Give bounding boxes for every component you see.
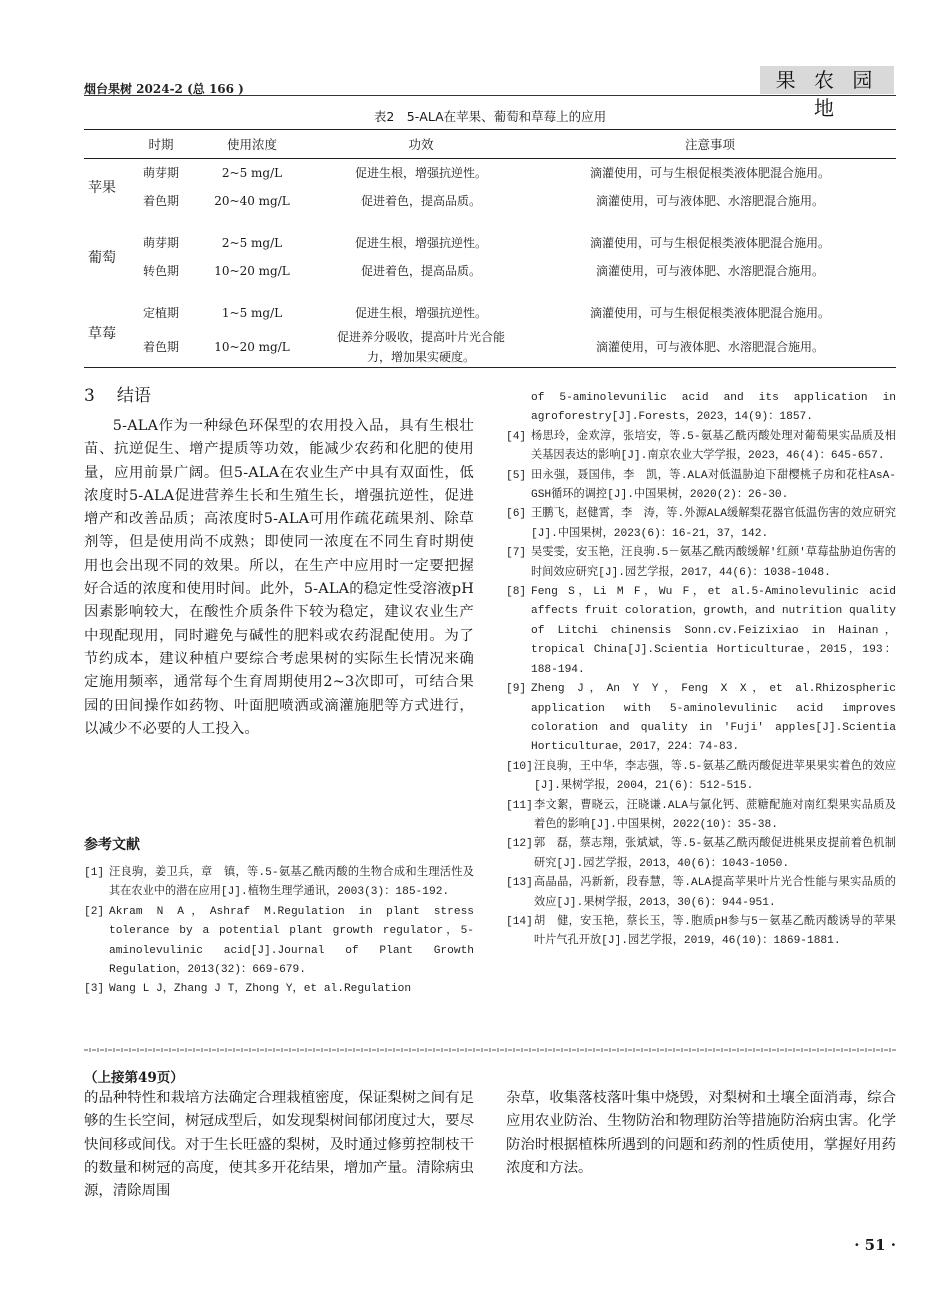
cell-note: 滴灌使用，可与液体肥、水溶肥混合施用。: [595, 339, 824, 354]
table-row: [84, 187, 896, 215]
reference-item: [84, 903, 474, 981]
table-group-grape: [84, 229, 896, 299]
reference-item: [506, 758, 896, 797]
cell-effect: 促进着色，提高品质。: [360, 194, 481, 208]
reference-text: 田永强，聂国伟，李 凯，等.ALA对低温胁迫下甜樱桃子房和花柱AsA-GSH循环的调控[J].中国果树，2020(2)：26-30.: [531, 469, 896, 502]
reference-text: 郭 磊，蔡志翔，张斌斌，等.5-氨基乙酰丙酸促进桃果皮提前着色机制研究[J].园艺学报，2013，40(6)：1043-1050.: [534, 838, 896, 870]
table-header-row: [84, 130, 896, 159]
reference-number: [14]: [506, 915, 533, 928]
cell-effect: 促进生根，增强抗逆性。: [354, 306, 487, 320]
cell-concentration: 10~20 mg/L: [214, 263, 290, 278]
reference-text: 吴雯雯，安玉艳，汪良驹.5－氨基乙酰丙酸缓解'红颜'草莓盐胁迫伤害的时间效应研究[J].园艺学报，2017，44(6)：1038-1048.: [531, 547, 896, 579]
header-rule: [84, 95, 896, 96]
reference-number: [11]: [506, 799, 533, 812]
reference-item: [506, 680, 896, 758]
reference-item: [506, 835, 896, 874]
col-header-effect: 功效: [408, 137, 434, 152]
journal-info: 烟台果树 2024-2 (总 166 ): [84, 82, 244, 96]
reference-number: [10]: [506, 760, 533, 773]
section-heading: [84, 381, 151, 406]
reference-number: [1]: [84, 867, 105, 879]
cell-period: 定植期: [142, 306, 179, 320]
section-title: 结语: [116, 386, 151, 406]
continued-left-text: 的品种特性和栽培方法确定合理栽植密度，保证梨树之间有足够的生长空间，树冠成型后，如发现梨树间郁闭度过大，要尽快间移或间伐。对于生长旺盛的梨树，及时通过修剪控制枝干的数量和树冠的高度，使其多开花结果，增加产量。清除病虫源，清除周围: [84, 1090, 474, 1200]
reference-number: [3]: [84, 983, 105, 996]
fruit-label: 草莓: [88, 325, 116, 342]
section-divider: [84, 1048, 896, 1052]
reference-number: [6]: [506, 508, 527, 521]
reference-number: [4]: [506, 430, 527, 443]
cell-period: 萌芽期: [142, 236, 179, 250]
cell-concentration: 1~5 mg/L: [221, 305, 283, 320]
fruit-label: 葡萄: [88, 249, 116, 266]
reference-text: Feng S，Li M F，Wu F，et al.5-Aminolevulinic acid affects fruit coloration，growth，and nutrition quality of Litchi chinensis Sonn.cv.Feizixiao in Hainan，tropical China[J].Scientia Horticulturae，2015，193：188-194.: [531, 586, 896, 676]
reference-text: 汪良驹，姜卫兵，章 镇，等.5-氨基乙酰丙酸的生物合成和生理活性及其在农业中的潜在应用[J].植物生理学通讯，2003(3)：185-192.: [109, 867, 474, 899]
table-spacer: [84, 285, 896, 299]
reference-text: Wang L J，Zhang J T，Zhong Y，et al.Regulation: [109, 983, 412, 996]
reference-number: [9]: [506, 683, 527, 696]
cell-note: 滴灌使用，可与液体肥、水溶肥混合施用。: [595, 264, 824, 278]
reference-item: [506, 428, 896, 467]
conclusion-paragraph: 5-ALA作为一种绿色环保型的农用投入品，具有生根壮苗、抗逆促生、增产提质等功效，能减少农药和化肥的使用量，应用前景广阔。但5-ALA在农业生产中具有双面性，低浓度时5-ALA促进营养生长和生殖生长，增强抗逆性，促进增产和改善品质；高浓度时5-ALA可用作疏花疏果剂、除草剂等，但是使用尚不成熟；即使同一浓度在不同生育时期使用也会出现不同的效果。所以，在生产中应用时一定要把握好合适的浓度和使用时间。此外，5-ALA的稳定性受溶液pH因素影响较大，在酸性介质条件下较为稳定，建议农业生产中现配现用，同时避免与碱性的肥料或农药混配使用。为了节约成本，建议种植户要综合考虑果树的实际生长情况来确定施用频率，通常每个生育周期使用2~3次即可，可结合果园的田间操作如药物、叶面肥喷洒或滴灌施肥等方式进行，以减少不必要的人工投入。: [84, 418, 474, 737]
fruit-label: 苹果: [88, 179, 116, 196]
cell-concentration: 10~20 mg/L: [214, 339, 290, 354]
continued-right-text: 杂草，收集落枝落叶集中烧毁，对梨树和土壤全面消毒，综合应用农业防治、生物防治和物理防治等措施防治病虫害。化学防治时根据植株所遇到的问题和药剂的性质使用，掌握好用药浓度和方法。: [506, 1090, 896, 1176]
reference-text: of 5-aminolevunilic acid and its application in agroforestry[J].Forests，2023，14(9)：1857.: [531, 392, 896, 424]
reference-item: [84, 980, 474, 999]
continued-heading: （上接第49页）: [84, 1070, 184, 1086]
cell-period: 着色期: [142, 339, 179, 354]
col-header-fruit: [84, 130, 136, 159]
cell-note: 滴灌使用，可与生根促根类液体肥混合施用。: [589, 166, 830, 181]
cell-effect: 促进生根，增强抗逆性。: [354, 166, 487, 181]
reference-item: [506, 505, 896, 544]
reference-text: 李文絮，曹晓云，汪晓谦.ALA与氯化钙、蔗糖配施对南红梨果实品质及着色的影响[J].中国果树，2022(10)：35-38.: [534, 799, 896, 831]
application-table: [84, 129, 896, 368]
reference-text: Zheng J，An Y Y，Feng X X，et al.Rhizospheric application with 5-aminolevulinic acid improves coloration and quality in 'Fuji' apples[J].Scientia Horticulturae，2017，224：74-83.: [531, 683, 896, 754]
table-row: [84, 299, 896, 327]
references-right-column: [506, 389, 896, 952]
reference-number: [5]: [506, 469, 527, 482]
reference-item: [506, 797, 896, 836]
table-row: [84, 229, 896, 257]
reference-item: [506, 583, 896, 680]
cell-note: 滴灌使用，可与液体肥、水溶肥混合施用。: [595, 194, 824, 208]
section-number: 3: [84, 386, 95, 406]
reference-number: [2]: [84, 905, 105, 918]
table-group-strawberry: [84, 299, 896, 368]
reference-number: [12]: [506, 838, 533, 851]
page-number: · 51 ·: [854, 1236, 896, 1254]
cell-period: 着色期: [142, 194, 179, 208]
cell-period: 萌芽期: [142, 166, 179, 181]
table-row: [84, 257, 896, 285]
reference-item: [506, 913, 896, 952]
table-row: [84, 159, 896, 187]
reference-number: [7]: [506, 547, 527, 560]
reference-number: [8]: [506, 586, 527, 599]
table-row: [84, 327, 896, 368]
reference-item: [506, 544, 896, 583]
table-spacer: [84, 215, 896, 229]
cell-effect-line2: 力，增加果实硬度。: [366, 349, 475, 364]
references-heading: 参考文献: [84, 837, 140, 853]
reference-item: [506, 467, 896, 506]
table-group-apple: [84, 159, 896, 229]
reference-text: 胡 健，安玉艳，蔡长玉，等.胞质pH参与5－氨基乙酰丙酸诱导的苹果叶片气孔开放[J].园艺学报，2019，46(10)：1869-1881.: [534, 915, 896, 948]
section-tag: 果 农 园 地: [760, 66, 894, 94]
cell-period: 转色期: [142, 264, 179, 278]
reference-item: [84, 864, 474, 903]
reference-text: Akram N A，Ashraf M.Regulation in plant stress tolerance by a potential plant growth regulator，5-aminolevulinic acid[J].Journal of Plant Growth Regulation，2013(32)：669-679.: [109, 905, 474, 977]
cell-effect: 促进生根，增强抗逆性。: [354, 236, 487, 250]
reference-text: 汪良驹，王中华，李志强，等.5-氨基乙酰丙酸促进苹果果实着色的效应[J].果树学报，2004，21(6)：512-515.: [534, 760, 896, 793]
cell-concentration: 2~5 mg/L: [221, 235, 283, 250]
references-left-column: [84, 864, 474, 1000]
cell-note: 滴灌使用，可与生根促根类液体肥混合施用。: [589, 236, 830, 250]
col-header-period: 时期: [148, 137, 174, 152]
table-caption: 表2 5-ALA在苹果、葡萄和草莓上的应用: [373, 109, 607, 124]
cell-concentration: 20~40 mg/L: [214, 193, 290, 208]
reference-text: 高晶晶，冯新新，段春慧，等.ALA提高苹果叶片光合性能与果实品质的效应[J].果树学报，2013，30(6)：944-951.: [534, 877, 896, 909]
reference-number: [13]: [506, 877, 533, 890]
cell-concentration: 2~5 mg/L: [221, 165, 283, 180]
cell-effect-line1: 促进养分吸收，提高叶片光合能: [336, 329, 505, 344]
reference-item: [506, 874, 896, 913]
cell-note: 滴灌使用，可与生根促根类液体肥混合施用。: [589, 306, 830, 320]
col-header-notes: 注意事项: [684, 137, 735, 152]
col-header-concentration: 使用浓度: [226, 137, 277, 152]
reference-text: 王鹏飞，赵健霄，李 涛，等.外源ALA缓解梨花器官低温伤害的效应研究[J].中国果树，2023(6)：16-21，37，142.: [531, 508, 896, 540]
reference-text: 杨思玲，金欢淳，张培安，等.5-氨基乙酰丙酸处理对葡萄果实品质及相关基因表达的影响[J].南京农业大学学报，2023，46(4)：645-657.: [531, 430, 896, 463]
cell-effect: [318, 327, 524, 368]
cell-effect: 促进着色，提高品质。: [360, 264, 481, 278]
reference-continuation: [506, 389, 896, 428]
